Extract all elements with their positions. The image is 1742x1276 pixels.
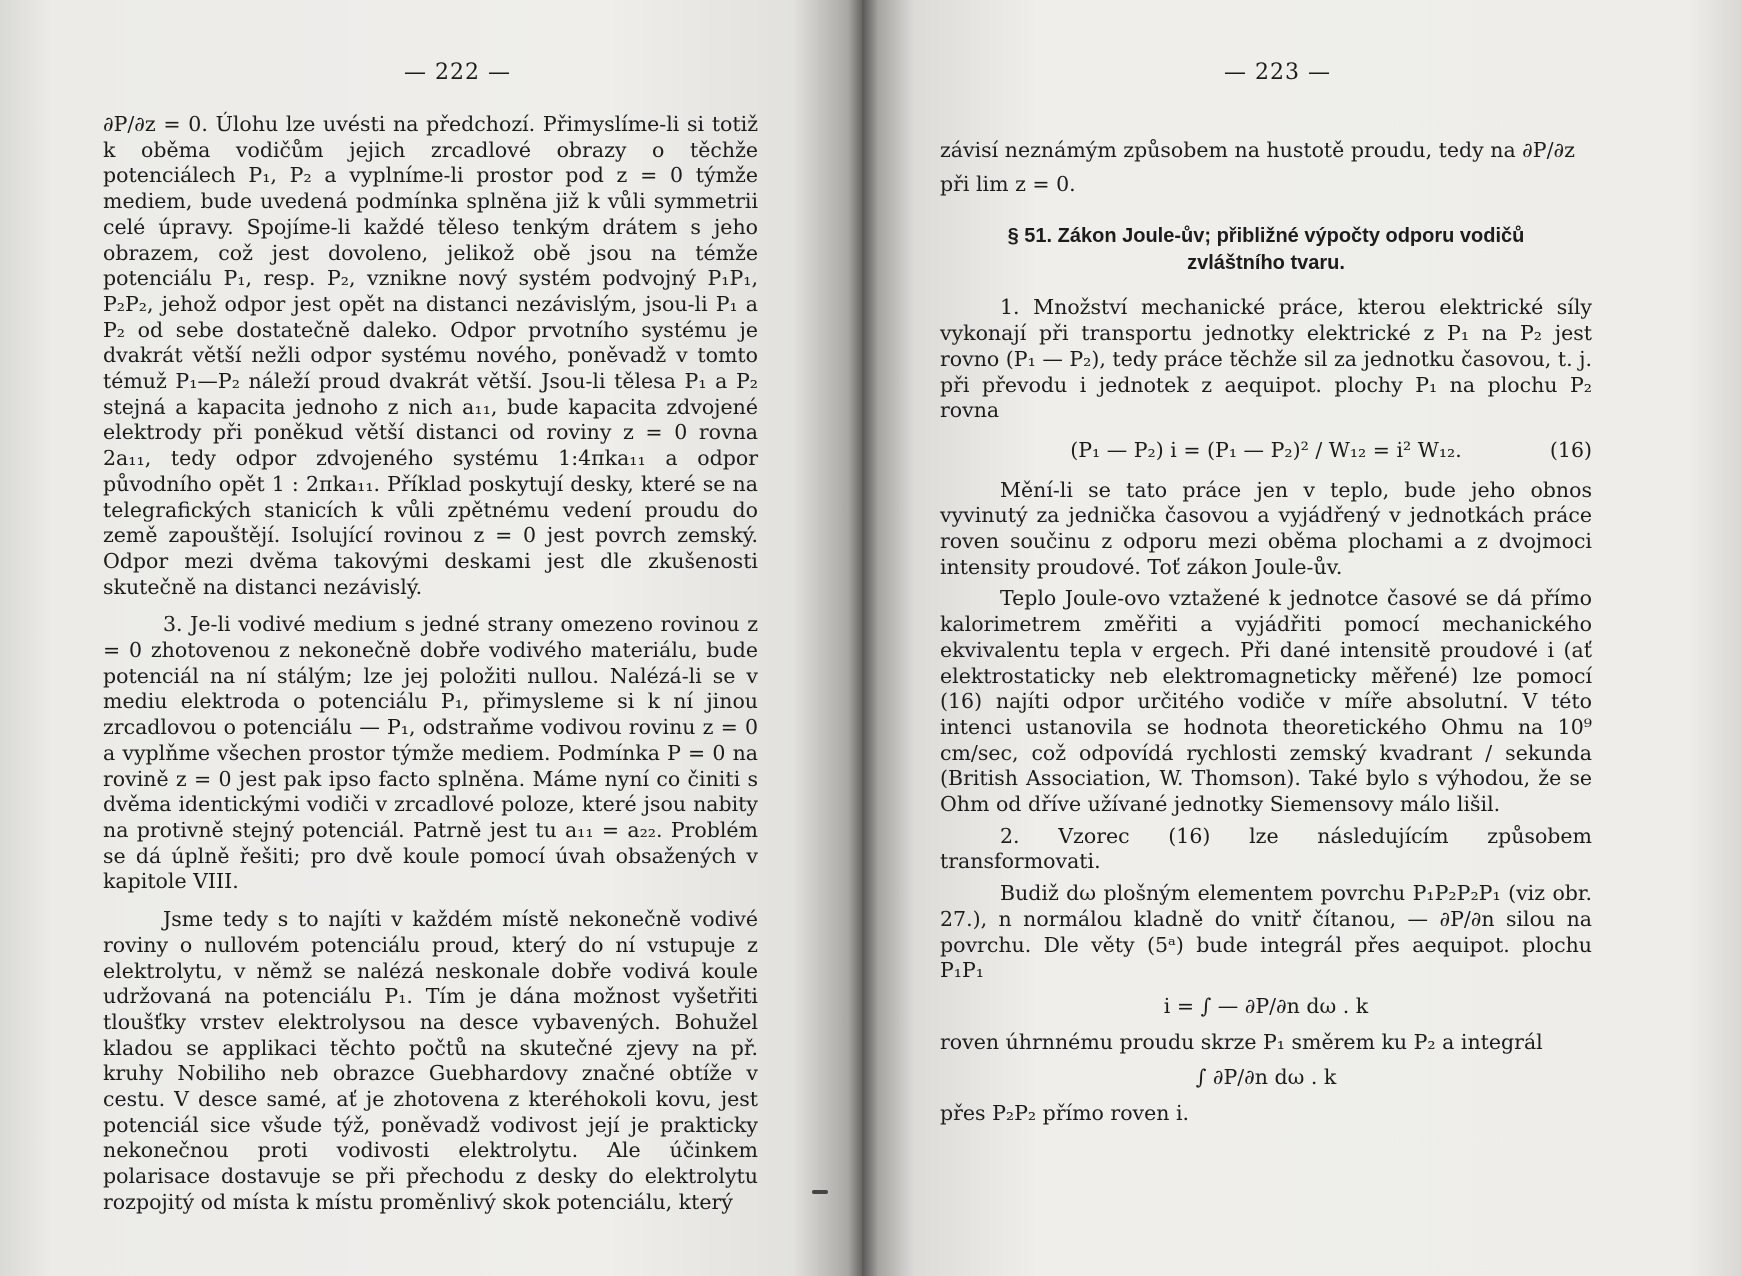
equation-integral: ∫ ∂P/∂n dω . k <box>1195 1065 1337 1090</box>
paragraph-1: 1. Množství mechanické práce, kterou elektrické síly vykonají při transportu jednotky elektrické z P₁ na P₂ jest rovno (P₁ — P₂), tedy práce těchže sil za jednotku časovou, t. j. při převodu i jednotek z aequipot. plochy P₁ na plochu P₂ rovna <box>940 295 1592 423</box>
section-title-line-2: zvláštního tvaru. <box>1187 252 1345 275</box>
page-number-left: — 222 — <box>404 60 511 85</box>
left-page-text <box>103 112 758 1216</box>
section-title-line-1: § 51. Zákon Joule-ův; přibližné výpočty odporu vodičů <box>1007 225 1525 248</box>
paragraph-transform: 2. Vzorec (16) lze následujícím způsobem transformovati. <box>940 823 1592 874</box>
paragraph-2: Mění-li se tato práce jen v teplo, bude jeho obnos vyvinutý za jednička časovou a vyjádřený v jednotkách práce roven součinu z odporu mezi oběma plochami a z dvojmoci intensity proudové. Toť zákon Joule-ův. <box>940 477 1592 579</box>
paragraph-conclusion: Jsme tedy s to najíti v každém místě nekonečně vodivé roviny o nullovém potenciálu proud, který do ní vstupuje z elektrolytu, v němž se nalézá neskonale dobře vodivá koule udržovaná na potenciálu P₁. Tím je dána možnost vyšetřiti tloušťky vrstev elektrolysou na desce vybavených. Bohužel kladou se applikaci těchto počtů na skutečné zjevy na př. kruhy Nobiliho neb obrazce Guebhardovy značné obtíže v cestu. V desce samé, ať je zhotovena z kteréhokoli kovu, jest potenciál sice všude týž, poněvadž vodivost její je prakticky nekonečnou proti vodivosti elektrolytu. Ale účinkem polarisace dostavuje se při přechodu z desky do elektrolytu rozpojitý od místa k místu proměnlivý skok potenciálu, který <box>103 907 758 1214</box>
paragraph-joule-heat: Teplo Joule-ovo vztažené k jednotce časové se dá přímo kalorimetrem změřiti a vyjádřiti pomocí mechanického ekvivalentu tepla v ergech. Při dané intensitě proudové i (ať elektrostaticky neb elektromagneticky měřené) lze pomocí (16) najíti odpor určitého vodiče v míře absolutní. V této intenci ustanovila se hodnota theoretického Ohmu na 10⁹ cm/sec, což odpovídá rychlosti zemský kvadrant / sekunda (British Association, W. Thomson). Také bylo s výhodou, že se Ohm od dříve užívané jednotky Siemensovy málo lišil. <box>940 586 1592 817</box>
paragraph-continuation: ∂P/∂z = 0. Úlohu lze uvésti na předchozí. Přimyslíme-li si totiž k oběma vodičům jejich zrcadlové obrazy o těchže potenciálech P₁, P₂ a vyplníme-li prostor pod z = 0 týmže mediem, bude uvedená podmínka splněna již k vůli symmetrii celé úpravy. Spojíme-li každé těleso tenkým drátem s jeho obrazem, což jest dovoleno, jelikož obě jsou na témže potenciálu P₁, resp. P₂, vznikne nový systém podvojný P₁P₁, P₂P₂, jehož odpor jest opět na distanci nezávislým, jsou-li P₁ a P₂ od sebe dostatečně daleko. Odpor prvotního systému je dvakrát větší nežli odpor systému nového, poněvadž v tomto témuž P₁—P₂ náleží proud dvakrát větší. Jsou-li tělesa P₁ a P₂ stejná a kapacita jednoho z nich a₁₁, bude kapacita zdvojené elektrody při poněkud větší distanci od roviny z = 0 rovna 2a₁₁, tedy odpor zdvojeného systému 1:4πka₁₁ a odpor původního opět 1 : 2πka₁₁. Příklad poskytují desky, které se na telegrafických stanicích k vůli zpětnému vedení proudu do země zapouštějí. Isolující rovinou z = 0 jest povrch zemský. Odpor mezi dvěma takovými deskami jest dle zkušenosti skutečně na distanci nezávislý. <box>103 112 758 599</box>
right-page-text <box>940 138 1592 1127</box>
paragraph-element: Budiž dω plošným elementem povrchu P₁P₂P₂P₁ (viz obr. 27.), n normálou kladně do vnitř čítanou, — ∂P/∂n silou na povrchu. Dle věty (5ᵃ) bude integrál přes aequipot. plochu P₁P₁ <box>940 881 1592 983</box>
equation-16-number: (16) <box>1549 437 1592 462</box>
equation-16-formula: (P₁ — P₂) i = (P₁ — P₂)² / W₁₂ = i² W₁₂. <box>1070 437 1462 462</box>
intro-line: závisí neznámým způsobem na hustotě proudu, tedy na ∂P/∂z <box>940 138 1575 162</box>
paragraph-final: přes P₂P₂ přímo roven i. <box>940 1101 1190 1126</box>
equation-current: i = ∫ — ∂P/∂n dω . k <box>1163 993 1369 1018</box>
paragraph-total-current: roven úhrnnému proudu skrze P₁ směrem ku P₂ a integrál <box>940 1029 1543 1054</box>
page-edge-mark <box>812 1190 828 1194</box>
book-gutter <box>848 0 878 1276</box>
intro-line-2: při lim z = 0. <box>940 171 1076 196</box>
section-heading <box>940 223 1592 277</box>
page-number-right: — 223 — <box>1224 60 1331 85</box>
left-page <box>0 0 862 1276</box>
paragraph-3: 3. Je-li vodivé medium s jedné strany omezeno rovinou z = 0 zhotovenou z nekonečně dobře vodivého materiálu, bude potenciál na ní stálým; lze jej položiti nullou. Nalézá-li se v mediu elektroda o potenciálu P₁, přimysleme si k ní jinou zrcadlovou o potenciálu — P₁, odstraňme vodivou rovinu z = 0 a vyplňme všechen prostor týmže mediem. Podmínka P = 0 na rovině z = 0 jest pak ipso facto splněna. Máme nyní co činiti s dvěma identickými vodiči v zrcadlové poloze, které jsou nabity na protivně stejný potenciál. Patrně jest tu a₁₁ = a₂₂. Problém se dá úplně řešiti; pro dvě koule pomocí úvah obsažených v kapitole VIII. <box>103 612 758 894</box>
equation-16 <box>940 438 1592 464</box>
